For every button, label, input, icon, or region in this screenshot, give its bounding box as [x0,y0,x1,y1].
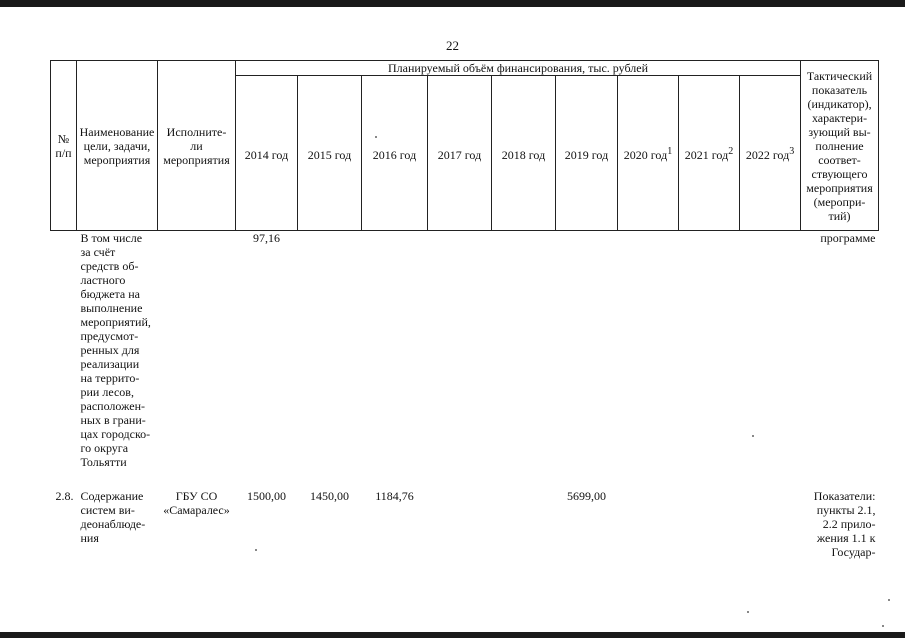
row-indicator: программе [820,231,876,245]
scan-speck [888,599,890,601]
row-indicator: Показатели: пункты 2.1, 2.2 прило- жения 1.1 к Государ- [813,489,876,559]
scan-speck [752,435,754,437]
row-value: 97,16 [253,231,280,245]
header-year: 2020 год$^1$ [618,76,679,231]
header-year: 2016 год [362,76,428,231]
row-executor: ГБУ СО «Самаралес» [163,489,230,517]
header-indicator: Тактический показатель (индикатор), характери- зующий вы- полнение соответ- ствующего мероприятия (меропри- тий) [801,61,879,231]
header-year: 2014 год [236,76,298,231]
header-year: 2019 год [556,76,618,231]
page-number: 22 [446,38,459,53]
header-executor: Исполните- ли мероприятия [158,61,236,231]
header-name: Наименование цели, задачи, мероприятия [77,61,158,231]
scan-speck [882,625,884,627]
header-year: 2017 год [428,76,492,231]
row-value: 5699,00 [567,489,606,503]
row-value: 1450,00 [310,489,349,503]
row-num: 2.8. [55,489,74,503]
scan-speck [375,136,377,138]
scan-speck [747,611,749,613]
row-value: 1184,76 [375,489,414,503]
scan-speck [255,549,257,551]
header-year: 2015 год [298,76,362,231]
header-year: 2018 год [492,76,556,231]
row-value: 1500,00 [247,489,286,503]
header-year: 2022 год$^3$ [740,76,801,231]
header-financing-group: Планируемый объём финансирования, тыс. рублей [236,61,801,76]
header-year: 2021 год$^2$ [679,76,740,231]
row-name: В том числе за счёт средств об- ластного бюджета на выполнение мероприятий, предусмот- ренных для реализации на террито- рии лесов, расположен- ных в грани- цах городско- го округа Тольятти [80,231,151,469]
header-num: № п/п [51,61,77,231]
scan-edge-bottom [0,632,905,638]
row-name: Содержание систем ви- деонаблюде- ния [80,489,146,545]
